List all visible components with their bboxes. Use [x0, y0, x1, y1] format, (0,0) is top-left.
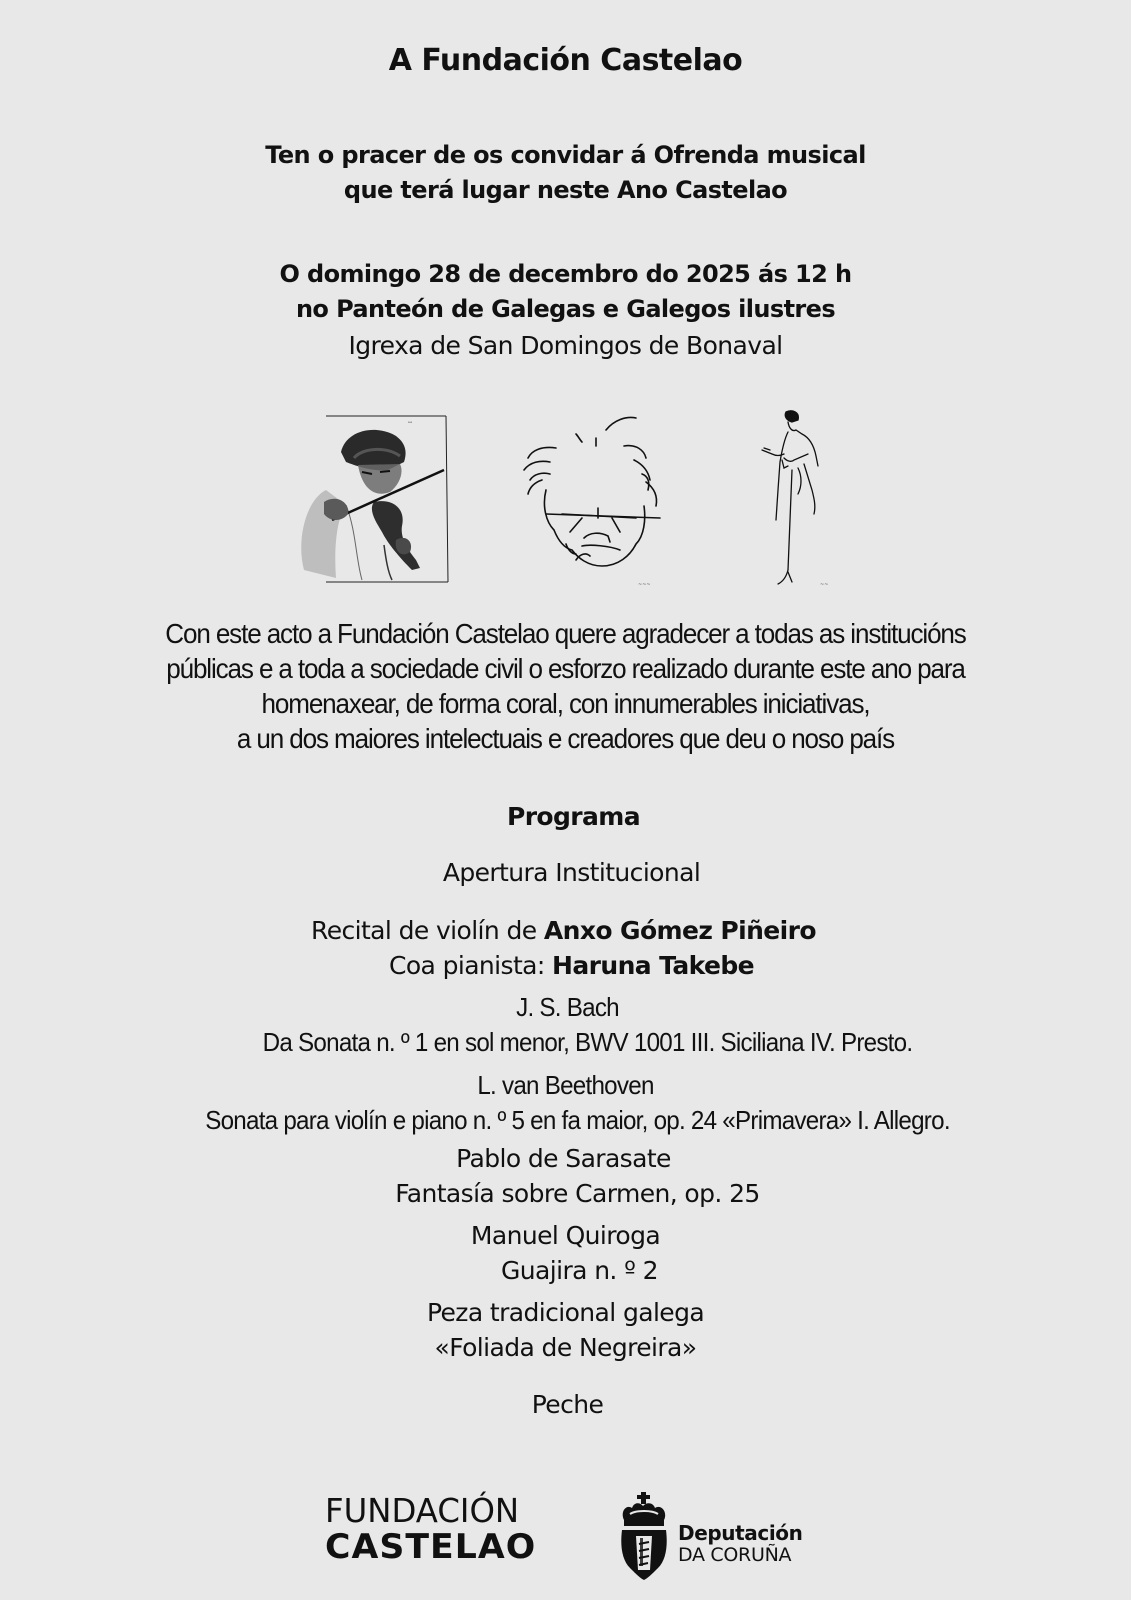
- invitation-line-1: Ten o pracer de os convidar á Ofrenda musical: [265, 141, 866, 169]
- piece-1-composer: J. S. Bach: [516, 992, 619, 1022]
- deputacion-coruna-logo: [618, 1490, 818, 1580]
- page-title: A Fundación Castelao: [388, 43, 743, 78]
- piece-3-composer: Pablo de Sarasate: [456, 1144, 671, 1173]
- piece-1-work: Da Sonata n. º 1 en sol menor, BWV 1001 III. Siciliana IV. Presto.: [262, 1027, 913, 1057]
- programme-closing: Peche: [531, 1390, 604, 1419]
- violinist-drawing: [296, 410, 456, 590]
- message-line-4: a un dos maiores intelectuais e creadores que deu o noso país: [236, 723, 895, 754]
- message-line-1: Con este acto a Fundación Castelao quere agradecer a todas as institucións: [165, 618, 966, 649]
- event-date: O domingo 28 de decembro do 2025 ás 12 h: [279, 260, 852, 288]
- piece-4-composer: Manuel Quiroga: [470, 1221, 661, 1250]
- deputacion-logo-bottom: DA CORUÑA: [678, 1544, 792, 1566]
- svg-text:~~~: ~~~: [638, 582, 651, 588]
- deputacion-crest-icon: [618, 1490, 670, 1580]
- svg-text:ꟷ: ꟷ: [408, 420, 413, 426]
- deputacion-logo-top: Deputación: [678, 1521, 803, 1545]
- programme-opening: Apertura Institucional: [442, 858, 701, 887]
- fundacion-logo-bottom: CASTELAO: [325, 1527, 537, 1567]
- recital-line: [0, 918, 1129, 943]
- face-caricature-drawing: [520, 410, 690, 590]
- piece-2-composer: L. van Beethoven: [477, 1070, 654, 1100]
- violinist-name: Anxo Gómez Piñeiro: [543, 916, 816, 945]
- event-venue: no Panteón de Galegas e Galegos ilustres: [295, 295, 836, 323]
- recital-prefix: Recital de violín de: [311, 916, 544, 945]
- message-line-2: públicas e a toda a sociedade civil o esforzo realizado durante este ano para: [166, 653, 965, 684]
- svg-text:~~: ~~: [820, 582, 829, 588]
- message-line-3: homenaxear, de forma coral, con innumerables iniciativas,: [261, 688, 870, 719]
- piece-3-work: Fantasía sobre Carmen, op. 25: [395, 1179, 760, 1208]
- piece-5-composer: Peza tradicional galega: [426, 1298, 705, 1327]
- piece-4-work: Guajira n. º 2: [501, 1256, 658, 1285]
- pianist-line: [6, 953, 1131, 978]
- pianist-prefix: Coa pianista:: [388, 951, 553, 980]
- piece-2-work: Sonata para violín e piano n. º 5 en fa maior, op. 24 «Primavera» I. Allegro.: [205, 1105, 950, 1135]
- event-church: Igrexa de San Domingos de Bonaval: [348, 331, 783, 360]
- fundacion-logo-top: FUNDACIÓN: [325, 1491, 520, 1530]
- standing-man-drawing: [758, 410, 838, 590]
- fundacion-castelao-logo: [325, 1491, 555, 1574]
- invitation-line-2: que terá lugar neste Ano Castelao: [343, 176, 788, 204]
- piece-5-work: «Foliada de Negreira»: [434, 1333, 697, 1362]
- pianist-name: Haruna Takebe: [552, 951, 755, 980]
- programme-heading: Programa: [506, 802, 641, 831]
